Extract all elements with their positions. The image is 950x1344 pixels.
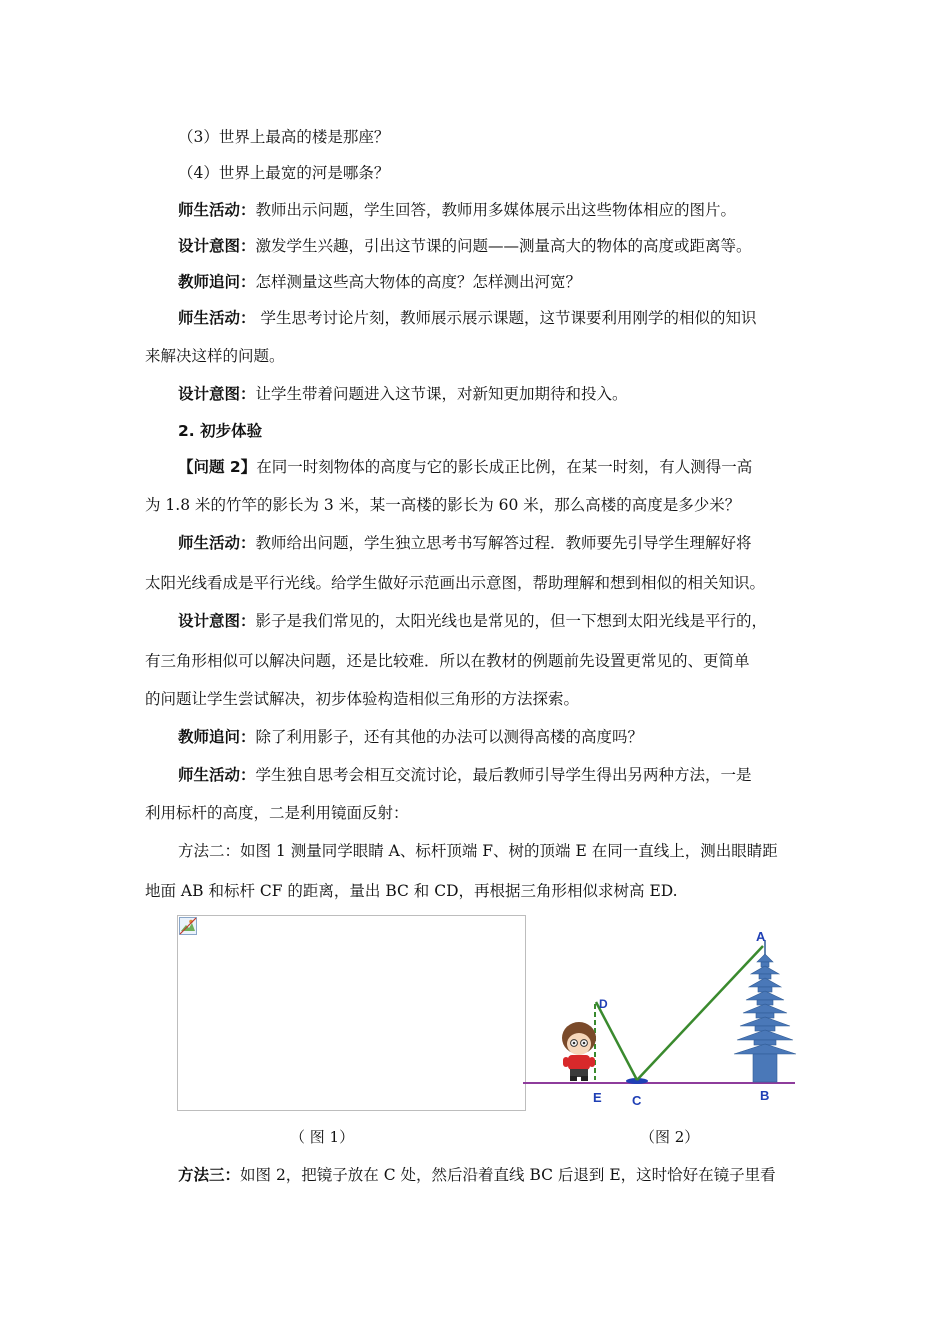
figure-2-diagram	[523, 920, 813, 1116]
paragraph-activity-1	[178, 200, 736, 220]
label-problem: 【问题 2】	[178, 458, 257, 476]
label-intent: 设计意图：	[178, 385, 256, 403]
paragraph-intent-3-cont1: 有三角形相似可以解决问题，还是比较难．所以在教材的例题前先设置更常见的、更简单	[145, 652, 750, 670]
section-heading: 2. 初步体验	[178, 422, 263, 440]
tower-figure	[734, 940, 796, 1082]
paragraph-activity-4-cont: 利用标杆的高度，二是利用镜面反射：	[145, 804, 409, 822]
text-method-3: 如图 2，把镜子放在 C 处，然后沿着直线 BC 后退到 E，这时恰好在镜子里看	[240, 1166, 776, 1184]
label-activity: 师生活动：	[178, 534, 256, 552]
paragraph-intent-2	[178, 384, 628, 404]
label-method-3: 方法三：	[178, 1166, 241, 1184]
text-followup: 怎样测量这些高大物体的高度？怎样测出河宽？	[255, 273, 582, 291]
figure-1-placeholder	[177, 915, 526, 1111]
text-intent: 让学生带着问题进入这节课，对新知更加期待和投入。	[255, 385, 628, 403]
figure-1-caption: （ 图 1）	[290, 1128, 355, 1146]
label-activity: 师生活动：	[178, 766, 256, 784]
broken-image-icon	[179, 917, 197, 935]
text-intent: 激发学生兴趣，引出这节课的问题——测量高大的物体的高度或距离等。	[255, 237, 752, 255]
text-followup: 除了利用影子，还有其他的办法可以测得高楼的高度吗？	[255, 728, 644, 746]
label-intent: 设计意图：	[178, 237, 256, 255]
text-activity: 教师出示问题，学生回答，教师用多媒体展示出这些物体相应的图片。	[255, 201, 737, 219]
figure-2-caption: （图 2）	[640, 1128, 700, 1146]
label-activity: 师生活动：	[178, 201, 256, 219]
paragraph-intent-1	[178, 236, 752, 256]
text-activity: 学生思考讨论片刻，教师展示展示课题，这节课要利用刚学的相似的知识	[255, 309, 757, 327]
label-followup: 教师追问：	[178, 273, 256, 291]
text-intent: 影子是我们常见的，太阳光线也是常见的，但一下想到太阳光线是平行的，	[255, 612, 768, 630]
label-b: B	[760, 1088, 770, 1103]
paragraph-activity-2	[178, 308, 756, 328]
label-activity: 师生活动：	[178, 309, 256, 327]
text-activity: 教师给出问题，学生独立思考书写解答过程．教师要先引导学生理解好将	[255, 534, 752, 552]
paragraph-intent-3	[178, 611, 767, 631]
paragraph-activity-2-cont: 来解决这样的问题。	[145, 347, 285, 365]
label-intent: 设计意图：	[178, 612, 256, 630]
paragraph-followup-1	[178, 272, 581, 292]
method-2-cont: 地面 AB 和标杆 CF 的距离，量出 BC 和 CD，再根据三角形相似求树高 ED.	[145, 882, 678, 900]
paragraph-activity-4	[178, 765, 752, 785]
text-activity: 学生独自思考会相互交流讨论，最后教师引导学生得出另两种方法，一是	[255, 766, 752, 784]
sight-line-dc	[596, 1002, 637, 1080]
method-2: 方法二：如图 1 测量同学眼睛 A、标杆顶端 F、树的顶端 E 在同一直线上，测出眼睛距	[178, 842, 778, 860]
paragraph-followup-2	[178, 727, 643, 747]
problem-2-cont: 为 1.8 米的竹竿的影长为 3 米，某一高楼的影长为 60 米，那么高楼的高度是多少米？	[145, 496, 741, 514]
paragraph-activity-3-cont: 太阳光线看成是平行光线。给学生做好示范画出示意图，帮助理解和想到相似的相关知识。	[145, 574, 766, 592]
problem-2	[178, 457, 752, 477]
question-4: （4）世界上最宽的河是哪条？	[178, 164, 390, 182]
question-3: （3）世界上最高的楼是那座？	[178, 128, 390, 146]
paragraph-intent-3-cont2: 的问题让学生尝试解决，初步体验构造相似三角形的方法探索。	[145, 690, 580, 708]
person-figure	[562, 1022, 596, 1081]
label-followup: 教师追问：	[178, 728, 256, 746]
label-c: C	[632, 1093, 642, 1108]
text-problem: 在同一时刻物体的高度与它的影长成正比例，在某一时刻，有人测得一高	[256, 458, 753, 476]
label-d: D	[599, 997, 608, 1011]
paragraph-activity-3	[178, 533, 752, 553]
label-e: E	[593, 1090, 602, 1105]
method-3	[178, 1165, 776, 1185]
label-a: A	[756, 929, 766, 944]
